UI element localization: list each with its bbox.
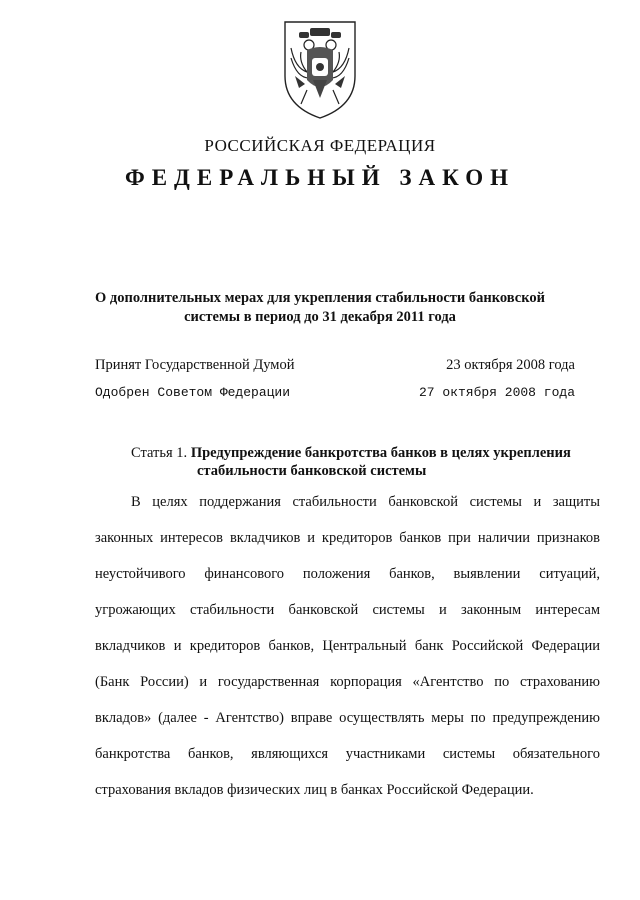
duma-date: 23 октября 2008 года <box>446 357 575 373</box>
body-line: неустойчивого финансового положения банков, выявлении ситуаций, <box>95 566 600 582</box>
body-line: В целях поддержания стабильности банковской системы и защиты <box>131 494 600 510</box>
article-number: Статья 1. <box>131 445 188 461</box>
coat-of-arms-icon <box>277 18 363 122</box>
body-line: вкладов» (далее - Агентство) вправе осуществлять меры по предупреждению <box>95 710 600 726</box>
article-title-cont: стабильности банковской системы <box>197 463 427 479</box>
law-title <box>95 289 545 327</box>
body-line: угрожающих стабильности банковской системы и законным интересам <box>95 602 600 618</box>
body-line: вкладчиков и кредиторов банков, Центральный банк Российской Федерации <box>95 638 600 654</box>
body-line: банкротства банков, являющихся участниками системы обязательного <box>95 746 600 762</box>
body-line: страхования вкладов физических лиц в банках Российской Федерации. <box>95 782 534 798</box>
body-line: (Банк России) и государственная корпорация «Агентство по страхованию <box>95 674 600 690</box>
law-type-heading: ФЕДЕРАЛЬНЫЙ ЗАКОН <box>124 165 516 190</box>
law-title-line: О дополнительных мерах для укрепления стабильности банковской <box>95 290 545 306</box>
duma-label: Принят Государственной Думой <box>95 357 295 373</box>
country-name: РОССИЙСКАЯ ФЕДЕРАЦИЯ <box>204 136 436 155</box>
council-date: 27 октября 2008 года <box>418 385 575 400</box>
adoption-duma-row <box>95 357 575 374</box>
article-title: Предупреждение банкротства банков в целях укрепления <box>190 445 571 461</box>
council-label: Одобрен Советом Федерации <box>95 385 291 400</box>
article-heading <box>131 444 601 480</box>
adoption-council-row <box>95 385 575 400</box>
law-title-line: системы в период до 31 декабря 2011 года <box>184 309 456 325</box>
body-line: законных интересов вкладчиков и кредиторов банков при наличии признаков <box>95 530 600 546</box>
